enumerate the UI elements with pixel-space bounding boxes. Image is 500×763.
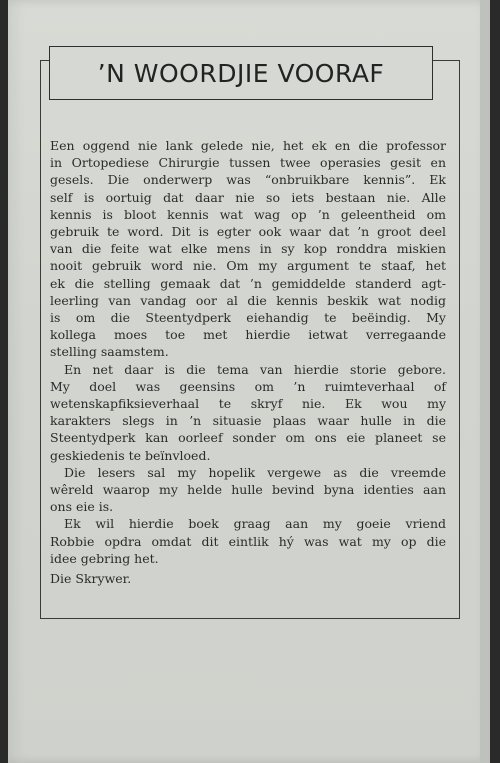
text-line: geskiedenis te beïnvloed. [50,447,211,463]
text-line: karakters slegs in ’n situasie plaas waar hulle in die [50,413,446,429]
paragraph [50,361,446,464]
paragraph [50,515,446,567]
text-line: kennis is bloot kennis wat wag op ’n geleentheid om [50,206,446,222]
text-line: En net daar is die tema van hierdie storie gebore. [64,361,446,377]
text-line: in Ortopediese Chirurgie tussen twee operasies gesit en [50,155,446,171]
text-line: kollega moes toe met hierdie ietwat verregaande [50,327,446,343]
text-line: gebruik te word. Dit is egter ook waar dat ’n groot deel [50,224,446,240]
signature: Die Skrywer. [50,571,132,586]
text-line: Robbie opdra omdat dit eintlik hý was wat my op die [50,533,446,549]
text-line: Die lesers sal my hopelik vergewe as die vreemde [64,464,446,480]
text-line: ek die stelling gemaak dat ’n gemiddelde standerd agt- [50,275,446,291]
text-line: idee gebring het. [50,550,159,566]
text-line: wêreld waarop my helde hulle bevind byna identies aan [50,482,446,498]
paragraph [50,464,446,516]
text-line: leerling van vandag oor al die kennis beskik wat nodig [50,292,446,308]
text-line: My doel was geensins om ’n ruimteverhaal of [50,378,446,394]
text-line: is om die Steentydperk eiehandig te beëindig. My [50,310,446,326]
text-line: van die feite wat elke mens in sy kop ronddra miskien [50,241,446,257]
text-line: nooit gebruik word nie. Om my argument te staaf, het [50,258,446,274]
text-line: gesels. Die onderwerp was “onbruikbare kennis”. Ek [50,172,446,188]
page-title: ’N WOORDJIE VOORAF [49,46,433,100]
page-edge [480,0,490,763]
text-line: stelling saamstem. [50,344,169,360]
text-line: ons eie is. [50,499,114,515]
text-line: Ek wil hierdie boek graag aan my goeie vriend [64,516,446,532]
text-line: wetenskapfiksieverhaal te skryf nie. Ek wou my [50,396,446,412]
paragraph [50,137,446,361]
text-line: Een oggend nie lank gelede nie, het ek en die professor [50,138,446,153]
text-line: Steentydperk kan oorleef sonder om ons eie planeet se [50,430,446,446]
body-text [50,137,446,567]
text-line: self is oortuig dat daar nie so iets bestaan nie. Alle [50,189,446,205]
book-page [8,0,490,763]
text-frame [40,60,460,619]
